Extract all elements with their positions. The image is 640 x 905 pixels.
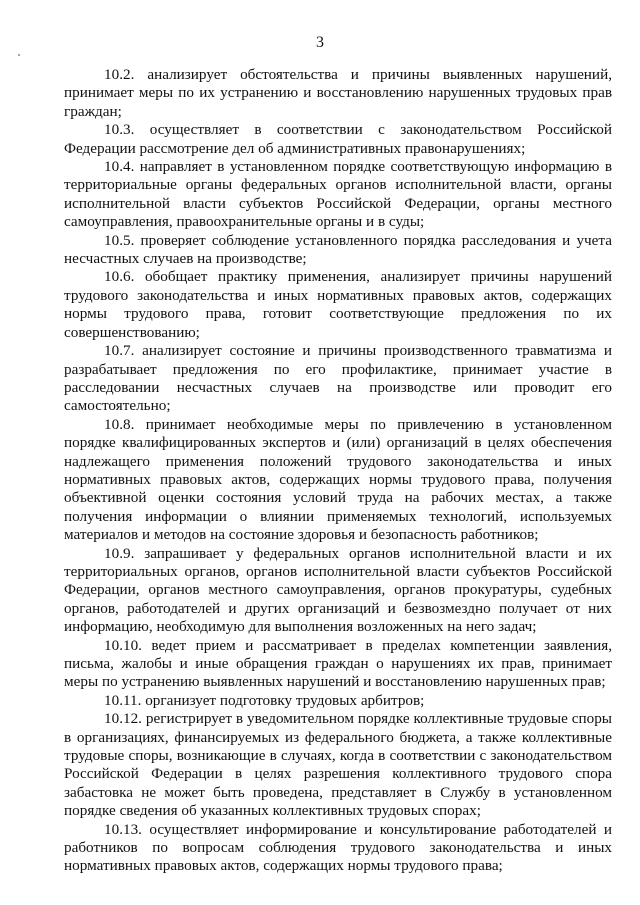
scan-speck	[18, 54, 20, 56]
paragraph-10-9: 10.9. запрашивает у федеральных органов исполнительной власти и их территориальных органов, органов исполнительной власти субъектов Российской Федерации, органов местного самоуправления, органов прокуратуры, судебных органов, работодателей и других организаций и безвозмездно получает от них информацию, необходимую для выполнения возложенных на него задач;	[64, 544, 612, 636]
page-number: 3	[316, 34, 324, 51]
paragraph-10-12: 10.12. регистрирует в уведомительном порядке коллективные трудовые споры в организациях, финансируемых из федерального бюджета, а также коллективные трудовые споры, возникающие в случаях, когда в соответствии с законодательством Российской Федерации в целях разрешения коллективного трудового спора забастовка не может быть проведена, представляет в Службу в установленном порядке сведения об указанных коллективных трудовых спорах;	[64, 710, 612, 820]
paragraph-10-4: 10.4. направляет в установленном порядке соответствующую информацию в территориальные органы федеральных органов исполнительной власти, органы исполнительной власти субъектов Российской Федерации, органы местного самоуправления, правоохранительные органы и в суды;	[64, 158, 612, 231]
paragraph-10-7: 10.7. анализирует состояние и причины производственного травматизма и разрабатывает предложения по его профилактике, принимает участие в расследовании несчастных случаев на производстве или проводит его самостоятельно;	[64, 342, 612, 415]
paragraph-10-13: 10.13. осуществляет информирование и консультирование работодателей и работников по вопросам соблюдения трудового законодательства и иных нормативных правовых актов, содержащих нормы трудового права;	[64, 820, 612, 875]
document-body	[64, 66, 612, 876]
paragraph-10-11: 10.11. организует подготовку трудовых арбитров;	[104, 691, 425, 709]
paragraph-10-2: 10.2. анализирует обстоятельства и причины выявленных нарушений, принимает меры по их устранению и восстановлению нарушенных трудовых прав граждан;	[64, 66, 612, 120]
paragraph-10-8: 10.8. принимает необходимые меры по привлечению в установленном порядке квалифицированных экспертов и (или) организаций в целях обеспечения надлежащего применения положений трудового законодательства и иных нормативных правовых актов, содержащих нормы трудового права, получения объективной оценки состояния условий труда на рабочих местах, а также получения информации о влиянии применяемых технологий, используемых материалов и методов на состояние здоровья и безопасность работников;	[64, 415, 612, 544]
paragraph-10-5: 10.5. проверяет соблюдение установленного порядка расследования и учета несчастных случаев на производстве;	[64, 231, 612, 268]
paragraph-10-10: 10.10. ведет прием и рассматривает в пределах компетенции заявления, письма, жалобы и иные обращения граждан о нарушениях их прав, принимает меры по устранению выявленных нарушений и восстановлению нарушенных прав;	[64, 636, 612, 691]
paragraph-10-6: 10.6. обобщает практику применения, анализирует причины нарушений трудового законодательства и иных нормативных правовых актов, содержащих нормы трудового права, готовит соответствующие предложения по их совершенствованию;	[64, 268, 612, 341]
paragraph-10-3: 10.3. осуществляет в соответствии с законодательством Российской Федерации рассмотрение дел об административных правонарушениях;	[64, 121, 612, 157]
